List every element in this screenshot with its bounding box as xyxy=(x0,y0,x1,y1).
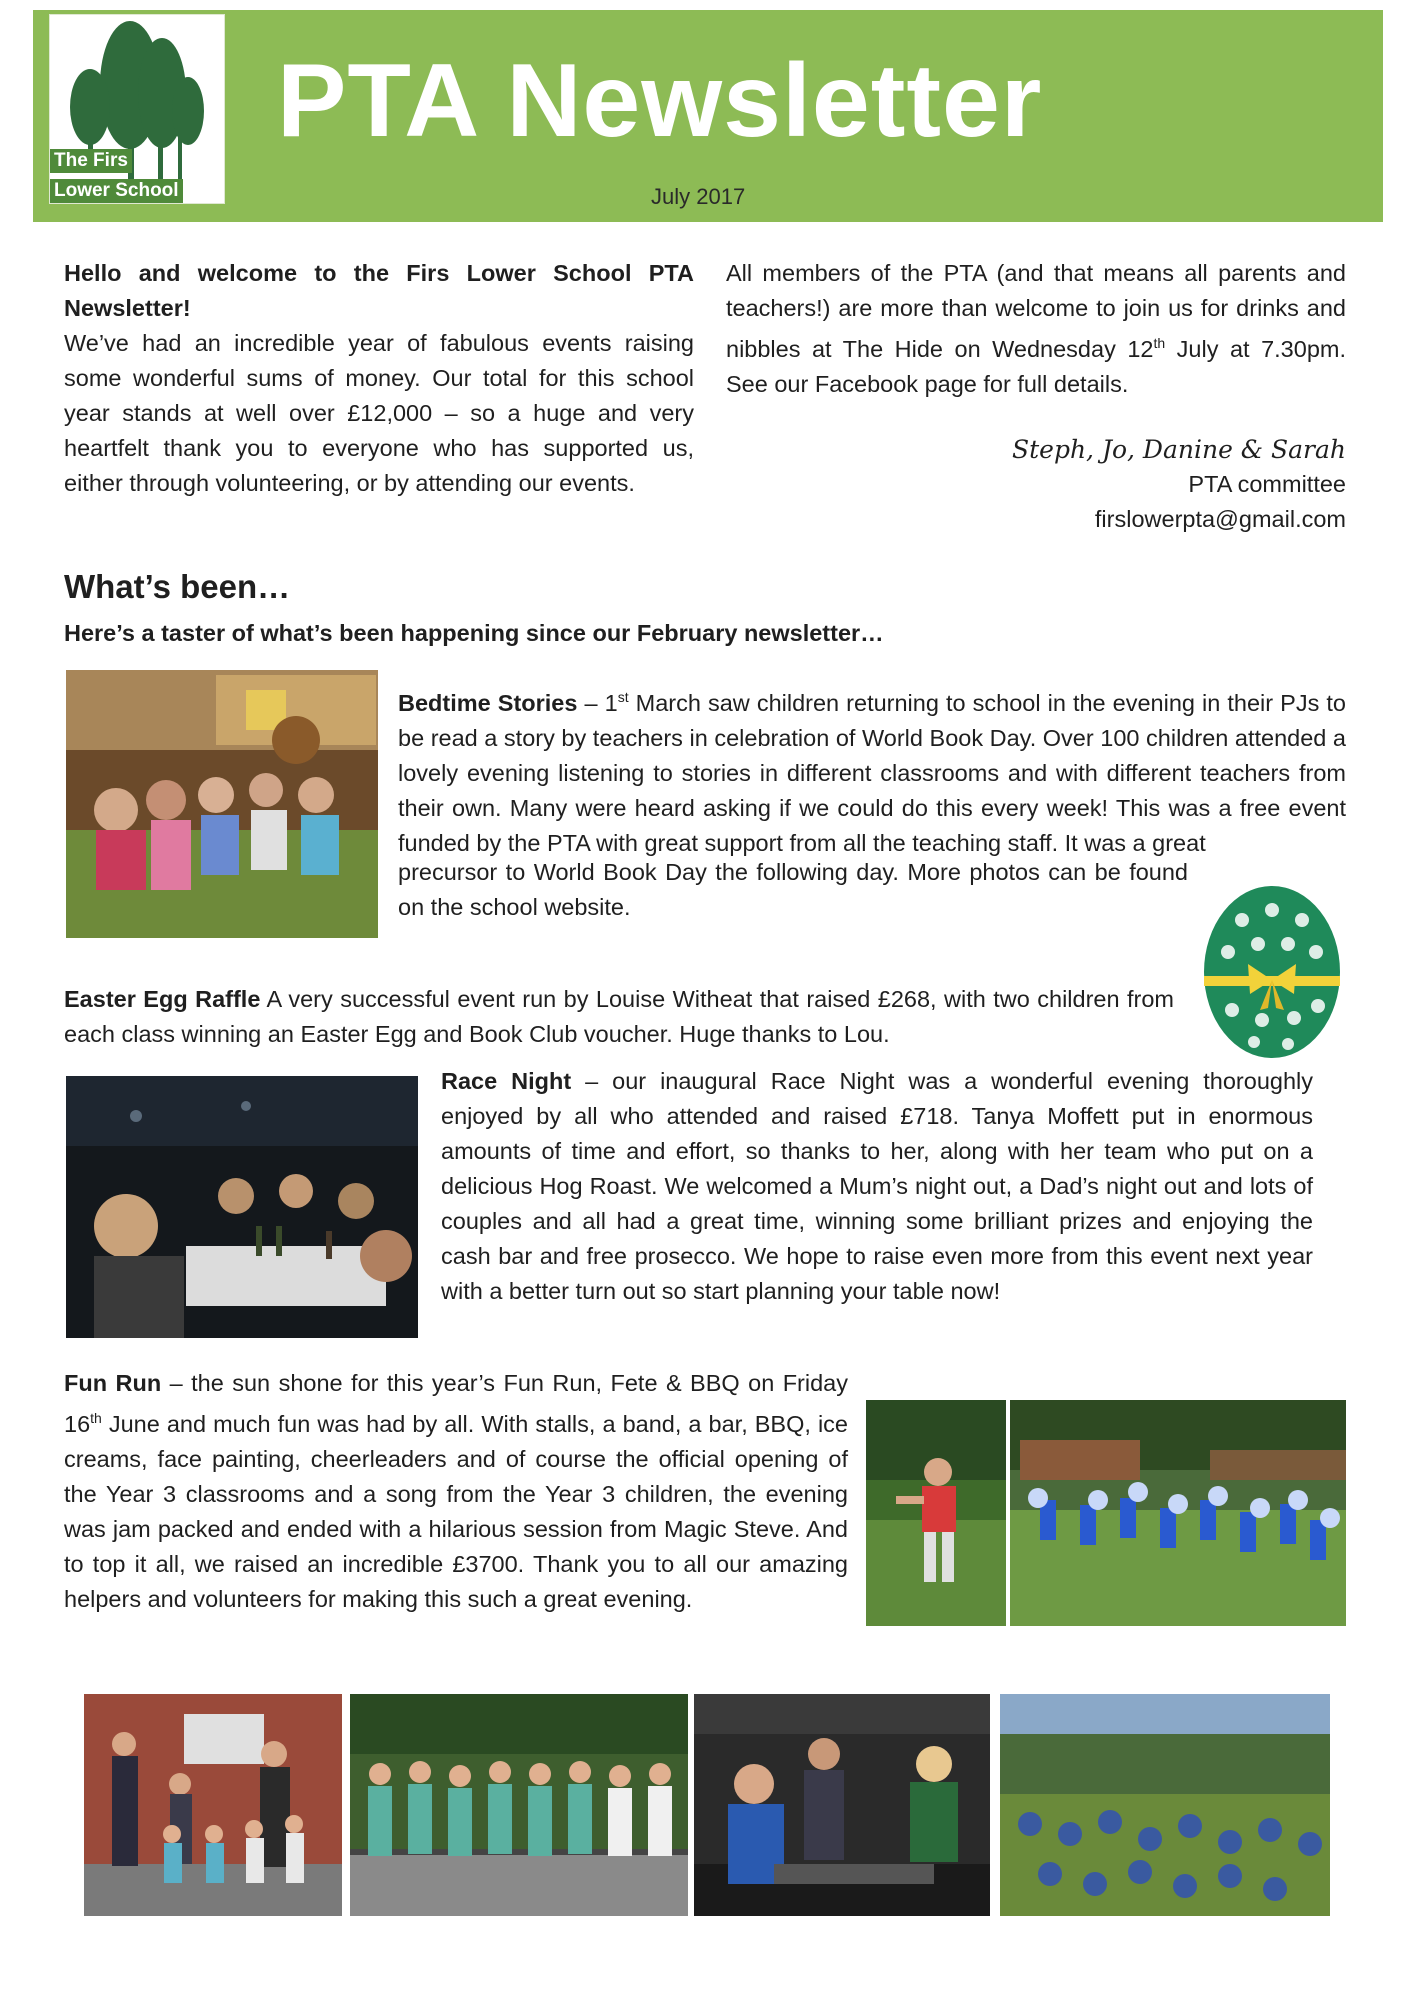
school-logo xyxy=(49,14,225,204)
easter-egg-raffle-label: Easter Egg Raffle xyxy=(64,986,261,1012)
signature-block xyxy=(1012,432,1346,537)
fun-run-runner-photo xyxy=(866,1400,1006,1626)
race-night-text: – our inaugural Race Night was a wonderful evening thoroughly enjoyed by all who attended and raised £718. Tanya Moffett put in enormous amounts of time and effort, so thanks to her, along with her team who put on a delicious Hog Roast. We welcomed a Mum’s night out, a Dad’s night out and lots of couples and all had a great time, winning some brilliant prizes and enjoying the cash bar and free prosecco. We hope to raise even more from this event next year with a better turn out so start planning your table now! xyxy=(441,1068,1313,1304)
easter-egg-image xyxy=(1198,880,1346,1060)
section-heading: What’s been… xyxy=(64,568,291,605)
tree-logo-icon xyxy=(50,15,226,205)
bedtime-stories-paragraph-end: precursor to World Book Day the following day. More photos can be found on the school website. xyxy=(398,859,1188,920)
race-night-paragraph xyxy=(441,1064,1313,1309)
year-3-song-photo xyxy=(350,1694,688,1916)
easter-egg-raffle-paragraph xyxy=(64,982,1174,1052)
fun-run-date-suffix: th xyxy=(90,1410,102,1426)
members-invitation xyxy=(726,256,1346,402)
fun-run-label: Fun Run xyxy=(64,1370,162,1396)
newsletter-title: PTA Newsletter xyxy=(277,43,1043,159)
bbq-photo xyxy=(694,1694,990,1916)
invitation-date-suffix: th xyxy=(1153,335,1166,351)
race-night-label: Race Night xyxy=(441,1068,572,1094)
race-night-photo xyxy=(66,1076,418,1338)
signature-email[interactable]: firslowerpta@gmail.com xyxy=(1094,506,1346,532)
invitation-text-end: July at 7.30pm. See our Facebook page for full details. xyxy=(726,335,1346,397)
invitation-text: All members of the PTA (and that means all parents and teachers!) are more than welcome to join us for drinks and nibbles at The Hide on Wednesday 12 xyxy=(726,260,1346,362)
fun-run-text-end: June and much fun was had by all. With stalls, a band, a bar, BBQ, ice creams, face painting, cheerleaders and of course the official opening of the Year 3 classrooms and a song from the Year 3 children, the evening was jam packed and ended with a hilarious session from Magic Steve. And to top it all, we raised an incredible £3700. Thank you to all our amazing helpers and volunteers for making this such a great evening. xyxy=(64,1410,848,1612)
fun-run-text: – the sun shone for this year’s Fun Run, Fete & BBQ on Friday 16 xyxy=(64,1370,848,1437)
bedtime-stories-paragraph xyxy=(398,680,1346,861)
easter-egg-icon xyxy=(1198,880,1346,1060)
bedtime-stories-dash: – 1 xyxy=(577,689,618,716)
bedtime-stories-label: Bedtime Stories xyxy=(398,689,578,716)
easter-egg-raffle-text: A very successful event run by Louise Witheat that raised £268, with two children from each class winning an Easter Egg and Book Club voucher. Huge thanks to Lou. xyxy=(64,986,1174,1047)
classroom-opening-photo xyxy=(84,1694,342,1916)
fun-run-paragraph xyxy=(64,1366,848,1617)
welcome-block xyxy=(64,256,694,501)
welcome-body: We’ve had an incredible year of fabulous events raising some wonderful sums of money. Our total for this school year stands at well over £12,000 – so a huge and very heartfelt thank you to everyone who has supported us, either through volunteering, or by attending our events. xyxy=(64,330,694,496)
logo-text-lower-school: Lower School xyxy=(50,179,183,203)
issue-date: July 2017 xyxy=(651,184,746,209)
bedtime-stories-photo xyxy=(66,670,378,938)
welcome-heading: Hello and welcome to the Firs Lower School PTA Newsletter! xyxy=(64,260,694,321)
bedtime-stories-suffix: st xyxy=(617,689,629,705)
logo-text-school: The Firs xyxy=(50,149,132,173)
section-subheading: Here’s a taster of what’s been happening since our February newsletter… xyxy=(64,620,884,646)
signature-role: PTA committee xyxy=(1188,471,1346,497)
signature-names: Steph, Jo, Danine & Sarah xyxy=(1011,435,1346,464)
bedtime-stories-text: March saw children returning to school in the evening in their PJs to be read a story by teachers in celebration of World Book Day. Over 100 children attended a lovely evening listening to stories in different classrooms and with different teachers from their own. Many were heard asking if we could do this every week! This was a free event funded by the PTA with great support from all the teaching staff. It was a great xyxy=(398,689,1346,856)
fun-run-cheerleaders-photo xyxy=(1010,1400,1346,1626)
fete-crowd-photo xyxy=(1000,1694,1330,1916)
